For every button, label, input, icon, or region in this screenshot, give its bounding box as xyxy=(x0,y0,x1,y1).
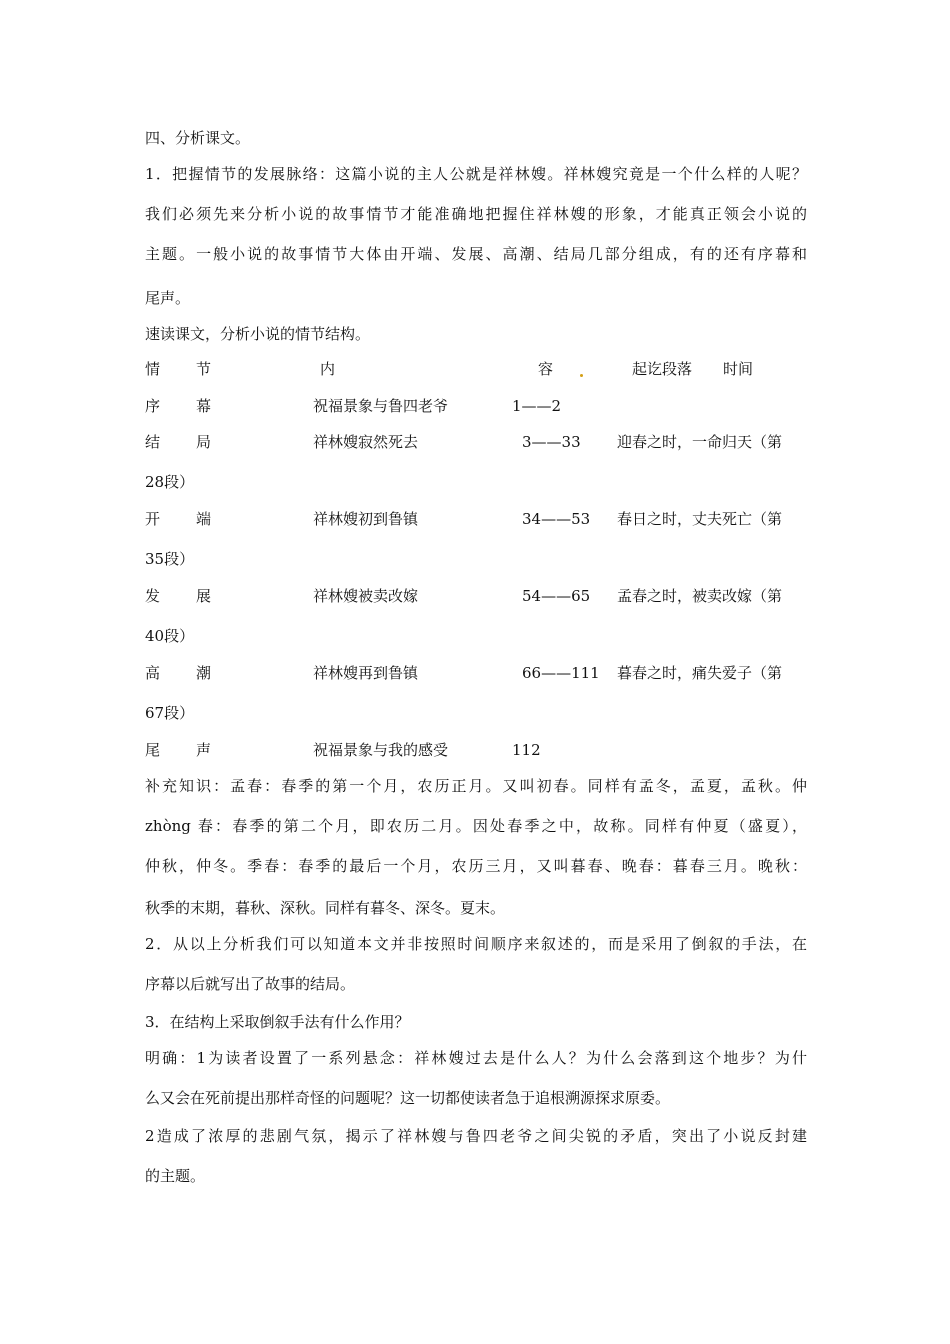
row-plot-a: 尾 xyxy=(145,741,161,759)
row-range: 34——53 xyxy=(522,510,591,528)
row-note: 67段） xyxy=(145,704,195,722)
row-plot-b: 展 xyxy=(196,587,212,605)
intro-line-4: 尾声。 xyxy=(145,289,191,307)
answer-line-2: 么又会在死前提出那样奇怪的问题呢？这一切都使读者急于追根溯源探求原委。 xyxy=(145,1089,671,1107)
highlight-dot xyxy=(580,374,583,377)
row-time: 暮春之时，痛失爱子（第 xyxy=(617,664,783,682)
row-plot-a: 高 xyxy=(145,664,161,682)
row-content: 祥林嫂初到鲁镇 xyxy=(313,510,419,528)
task-line: 速读课文，分析小说的情节结构。 xyxy=(145,325,371,343)
row-note: 40段） xyxy=(145,627,195,645)
header-plot-b: 节 xyxy=(196,360,212,378)
row-range: 3——33 xyxy=(522,433,581,451)
header-time: 时间 xyxy=(723,360,754,378)
supplement-line-3: 仲秋，仲冬。季春：春季的最后一个月，农历三月，又叫暮春、晚春：暮春三月。晚秋： xyxy=(145,857,807,875)
row-content: 祝福景象与我的感受 xyxy=(313,741,449,759)
point3-question: 3．在结构上采取倒叙手法有什么作用？ xyxy=(145,1013,410,1031)
answer-line-1: 明确：1为读者设置了一系列悬念：祥林嫂过去是什么人？为什么会落到这个地步？为什 xyxy=(145,1049,807,1067)
row-plot-b: 幕 xyxy=(196,397,212,415)
supplement-line-2: zhòng 春：春季的第二个月，即农历二月。因处春季之中，故称。同样有仲夏（盛夏）， xyxy=(145,817,807,835)
row-time: 迎春之时，一命归天（第 xyxy=(617,433,783,451)
row-content: 祝福景象与鲁四老爷 xyxy=(313,397,449,415)
section-heading: 四、分析课文。 xyxy=(145,129,251,147)
point2-line-2: 序幕以后就写出了故事的结局。 xyxy=(145,975,356,993)
supplement-line-4: 秋季的末期，暮秋、深秋。同样有暮冬、深冬。夏末。 xyxy=(145,899,506,917)
row-plot-a: 开 xyxy=(145,510,161,528)
row-plot-a: 序 xyxy=(145,397,161,415)
row-plot-b: 潮 xyxy=(196,664,212,682)
supplement-line-1: 补充知识：孟春：春季的第一个月，农历正月。又叫初春。同样有孟冬，孟夏，孟秋。仲 xyxy=(145,777,807,795)
intro-line-1: 1．把握情节的发展脉络：这篇小说的主人公就是祥林嫂。祥林嫂究竟是一个什么样的人呢？ xyxy=(145,165,807,183)
header-content-a: 内 xyxy=(320,360,336,378)
row-time: 孟春之时，被卖改嫁（第 xyxy=(617,587,783,605)
row-plot-b: 端 xyxy=(196,510,212,528)
point2-line-1: 2．从以上分析我们可以知道本文并非按照时间顺序来叙述的，而是采用了倒叙的手法，在 xyxy=(145,935,807,953)
row-note: 28段） xyxy=(145,473,195,491)
row-plot-a: 发 xyxy=(145,587,161,605)
answer-line-4: 的主题。 xyxy=(145,1167,206,1185)
row-content: 祥林嫂被卖改嫁 xyxy=(313,587,419,605)
row-plot-a: 结 xyxy=(145,433,161,451)
row-range: 66——111 xyxy=(522,664,600,682)
intro-line-3: 主题。一般小说的故事情节大体由开端、发展、高潮、结局几部分组成，有的还有序幕和 xyxy=(145,245,807,263)
row-range: 54——65 xyxy=(522,587,591,605)
row-content: 祥林嫂再到鲁镇 xyxy=(313,664,419,682)
row-note: 35段） xyxy=(145,550,195,568)
row-time: 春日之时，丈夫死亡（第 xyxy=(617,510,783,528)
row-content: 祥林嫂寂然死去 xyxy=(313,433,419,451)
row-plot-b: 声 xyxy=(196,741,212,759)
header-content-b: 容 xyxy=(538,360,554,378)
answer-line-3: 2造成了浓厚的悲剧气氛，揭示了祥林嫂与鲁四老爷之间尖锐的矛盾，突出了小说反封建 xyxy=(145,1127,807,1145)
intro-line-2: 我们必须先来分析小说的故事情节才能准确地把握住祥林嫂的形象，才能真正领会小说的 xyxy=(145,205,807,223)
row-plot-b: 局 xyxy=(196,433,212,451)
header-paragraphs: 起讫段落 xyxy=(632,360,693,378)
row-range: 1——2 xyxy=(512,397,562,415)
header-plot-a: 情 xyxy=(145,360,161,378)
row-range: 112 xyxy=(512,741,541,759)
